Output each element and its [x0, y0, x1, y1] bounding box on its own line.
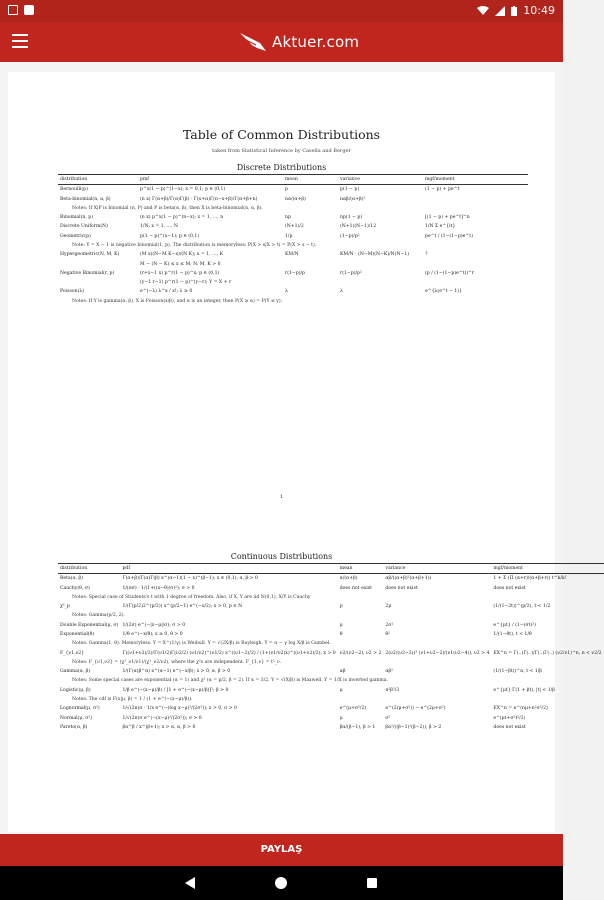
table-cell: Bernoulli(p) — [60, 187, 88, 193]
status-bar — [0, 0, 563, 22]
table-cell: Normal(μ, σ²) — [60, 715, 93, 721]
share-button[interactable]: PAYLAŞ — [0, 834, 563, 866]
table-row — [58, 649, 604, 658]
table-cell: αβ/((α+β)²(α+β+1)) — [385, 576, 432, 582]
column-header: mean — [338, 564, 384, 574]
app-bar — [0, 22, 563, 62]
column-header: variance — [338, 175, 423, 185]
table-cell: 1/(2σ) e^(−|x−μ|/σ); σ > 0 — [122, 622, 186, 628]
table-cell: nαβ/(α+β)² — [340, 196, 366, 202]
table-cell: Cauchy(θ, σ) — [60, 585, 90, 591]
table-cell: λ — [285, 289, 288, 295]
wifi-icon — [477, 6, 489, 16]
note-cell: Notes: If X|P is binomial (n, P) and P is beta(α, β), then X is beta-binomial(n, α, β). — [72, 205, 263, 211]
table-row — [58, 232, 528, 241]
table-cell: M − (N − K) ≤ x ≤ M; N, M, K > 0 — [140, 261, 221, 267]
table-cell: p(1 − p) — [340, 187, 360, 193]
table-cell: e^(2(μ+σ²)) − e^(2μ+σ²) — [385, 706, 446, 712]
table-cell: e^(−λ) λ^x / x!; λ ≥ 0 — [140, 289, 193, 295]
table-cell: Exponential(θ) — [60, 631, 95, 637]
table-cell: α/(α+β) — [339, 576, 358, 582]
table-cell: pe^t / (1−(1−p)e^t) — [425, 233, 473, 239]
table-row — [58, 222, 528, 231]
table-cell: e^{μt} / (1−(σt)²) — [493, 622, 536, 628]
table-cell — [423, 260, 528, 269]
table-row — [58, 602, 604, 611]
table-cell — [423, 278, 528, 287]
table-cell: χ²_p — [60, 604, 70, 610]
table-cell: (M x)(N−M K−x)/(N K); x = 1, …, K — [140, 252, 224, 258]
table-cell: (n x) p^x(1 − p)^(n−x); x = 1, …, n — [140, 215, 224, 221]
table-cell — [338, 278, 423, 287]
table-cell: Gamma(α, β) — [60, 669, 91, 675]
table-row — [58, 195, 528, 204]
table-cell: EX^n = Γ(..)Γ(..)/Γ(..)Γ(..) (ν2/ν1)^n, n < ν2/2 — [493, 650, 602, 656]
note-row — [58, 695, 604, 704]
table-cell: p(1 − p)^(x−1); p ∈ (0,1) — [140, 233, 200, 239]
continuous-section-title: Continuous Distributions — [230, 552, 333, 561]
table-cell: np — [285, 215, 291, 221]
table-cell: p — [285, 187, 288, 193]
note-cell: Notes: Gamma(p/2, 2). — [72, 613, 125, 619]
table-cell — [58, 278, 138, 287]
page-number: 1 — [279, 494, 284, 500]
table-cell: e^(μt+σ²t²/2) — [493, 715, 526, 721]
table-cell: θ² — [385, 631, 390, 637]
table-cell: (r+x−1 x) p^r(1 − p)^x; p ∈ (0,1) — [140, 270, 220, 276]
continuous-table — [58, 563, 604, 732]
table-row — [58, 584, 604, 593]
table-row — [58, 714, 604, 723]
table-cell: F_{ν1,ν2} — [60, 650, 85, 656]
table-row — [58, 723, 604, 732]
table-cell: σ² — [385, 715, 391, 721]
table-row — [58, 621, 604, 630]
table-cell: βα^β / x^(β+1); x > α, α, β > 0 — [122, 724, 196, 730]
table-row — [58, 287, 528, 296]
table-row — [58, 686, 604, 695]
column-header: mean — [283, 175, 338, 185]
recents-square-icon[interactable] — [367, 878, 377, 888]
table-cell: does not exist — [385, 585, 418, 591]
table-cell: π²β²/3 — [385, 687, 400, 693]
battery-icon — [511, 6, 517, 16]
hamburger-menu-icon[interactable] — [12, 34, 28, 48]
system-nav-bar — [0, 866, 563, 900]
table-row — [58, 574, 604, 584]
table-cell: (1−p)/p² — [340, 233, 360, 239]
gallery-notification-icon — [8, 5, 18, 15]
table-cell: Γ((ν1+ν2)/2)/Γ(ν1/2)Γ(ν2/2) (ν1/ν2)^(ν1/2) x^((ν1−2)/2) / (1+(ν1/ν2)x)^((ν1+ν2)/2); x > 0 — [122, 650, 336, 656]
note-cell: Notes: Some special cases are exponential (α = 1) and χ² (α = p/2, β = 2). If α = 3/2, Y = √(X/β) is Maxwell. Y = 1/X is inverted gamma. — [72, 678, 388, 684]
note-cell: Note: Y = X − 1 is negative binomial(1, p). The distribution is memoryless: P(X > s|X > t) = P(X > s − t). — [72, 242, 317, 248]
table-header-row — [58, 175, 528, 185]
table-cell: 2p — [385, 604, 392, 610]
table-cell: (p / (1−(1−p)e^t))^r — [425, 270, 475, 276]
table-cell: Beta-binomial(n, α, β) — [60, 196, 111, 202]
table-cell: 1/p — [285, 233, 293, 239]
table-cell — [58, 260, 138, 269]
table-cell — [423, 195, 528, 204]
table-cell: 1/(Γ(α)β^α) x^(α−1) e^(−x/β); x > 0, α, β > 0 — [122, 669, 231, 675]
table-cell: μ — [339, 715, 343, 721]
table-cell: p — [339, 604, 343, 610]
note-row — [58, 204, 528, 213]
table-cell: 1/√(2π)σ · 1/x e^(−(log x−μ)²/(2σ²)); x > 0, σ > 0 — [122, 706, 237, 712]
table-row — [58, 630, 604, 639]
discrete-section-title: Discrete Distributions — [236, 163, 327, 172]
app-notification-icon — [24, 5, 34, 15]
note-row — [58, 593, 604, 602]
table-cell: (y−1 r−1) p^r(1 − p)^(y−r); Y = X + r — [140, 280, 232, 286]
table-cell: Discrete Uniform(N) — [60, 224, 108, 230]
table-cell: βα/(β−1), β > 1 — [339, 724, 376, 730]
note-cell: Notes: The cdf is F(x|μ, β) = 1 / (1 + e^(−(x−μ)/β)). — [72, 696, 193, 702]
table-cell: [(1 − p) + pe^t]^n — [425, 215, 470, 221]
table-cell: 1/θ e^(−x/θ); x ≥ 0, θ > 0 — [122, 631, 183, 637]
table-cell: does not exist — [493, 585, 526, 591]
signal-icon — [495, 6, 505, 16]
table-cell: e^{μt} Γ(1 + βt), |t| < 1/β — [493, 687, 555, 693]
table-row — [58, 260, 528, 269]
table-cell: 1/β e^(−(x−μ)/β) / [1 + e^(−(x−μ)/β)]²; β > 0 — [122, 687, 229, 693]
table-cell: 1/N; x = 1, …, N — [140, 224, 179, 230]
table-cell: e^(μ+σ²/2) — [339, 706, 367, 712]
table-cell: Γ(α+β)/Γ(α)Γ(β) x^(α−1)(1 − x)^(β−1); x ∈ (0,1), α, β > 0 — [122, 576, 258, 582]
table-cell: αβ — [339, 669, 346, 675]
table-cell: θ — [339, 631, 343, 637]
home-circle-icon[interactable] — [275, 877, 287, 889]
table-cell — [338, 260, 423, 269]
table-cell: ? — [425, 252, 428, 258]
table-cell: EX^n = e^(nμ+n²σ²/2) — [493, 706, 548, 712]
table-cell: βα²/((β−1)²(β−2)), β > 2 — [385, 724, 442, 730]
column-header: distribution — [58, 175, 138, 185]
table-cell: (1 − p) + pe^t — [425, 187, 460, 193]
table-row — [58, 704, 604, 713]
table-cell: p^x(1 − p)^(1−x); x = 0,1; p ∈ (0,1) — [140, 187, 226, 193]
doc-title: Table of Common Distributions — [182, 127, 381, 142]
table-cell: nα/(α+β) — [285, 196, 306, 202]
note-cell: Notes: Gamma(1, θ). Memoryless. Y = X^(1/γ) is Weibull. Y = √(2X/β) is Rayleigh. Y = α − γ log X/β is Gumbel. — [72, 641, 331, 647]
column-header: pmf — [138, 175, 283, 185]
table-cell: 1/(Γ(p/2)2^(p/2)) x^(p/2−1) e^(−x/2); x > 0, p ∈ N — [122, 604, 243, 610]
table-cell: (N+1)/2 — [285, 224, 304, 230]
table-cell: 2(ν2/(ν2−2))² (ν1+ν2−2)/(ν1(ν2−4)), ν2 > 4 — [385, 650, 490, 656]
table-cell: μ — [339, 687, 343, 693]
doc-subtitle: taken from Statistical Inference by Casella and Berger — [212, 148, 351, 154]
note-row — [58, 658, 604, 667]
note-cell: Notes: F_{ν1,ν2} = (χ²_ν1/ν1)/(χ²_ν2/ν2), where the χ²s are independent. F_{1,ν} = t²_ν. — [72, 659, 282, 665]
table-cell: KM/N · (N−M)(N−K)/N(N−1) — [340, 252, 410, 258]
table-cell: Poisson(λ) — [60, 289, 85, 295]
table-cell: (N+1)(N−1)/12 — [340, 224, 377, 230]
table-cell: Binomial(n, p) — [60, 215, 94, 221]
note-row — [58, 611, 604, 620]
table-cell: (n x) Γ(α+β)/Γ(α)Γ(β) · Γ(x+α)Γ(n−x+β)/Γ(α+β+n) — [140, 196, 258, 202]
table-row — [58, 213, 528, 222]
table-cell: does not exist — [493, 724, 526, 730]
brand — [238, 31, 359, 53]
table-cell: Pareto(α, β) — [60, 724, 88, 730]
column-header: variance — [383, 564, 491, 574]
status-time: 10:49 — [523, 4, 555, 17]
table-row — [58, 667, 604, 676]
table-cell: KM/N — [285, 252, 299, 258]
discrete-table — [58, 174, 528, 306]
column-header: mgf/moment — [423, 175, 528, 185]
note-row — [58, 297, 528, 306]
table-cell: αβ² — [385, 669, 393, 675]
table-cell: 1 + Σ (Π (α+r)/(α+β+r)) t^k/k! — [493, 576, 567, 582]
table-cell: 1/(πσ) · 1/(1+((x−θ)/σ)²); σ > 0 — [122, 585, 195, 591]
table-cell: 2σ² — [385, 622, 394, 628]
table-cell: (1/(1−2t))^(p/2), t < 1/2 — [493, 604, 551, 610]
table-cell: Hypergeometric(N, M, K) — [60, 252, 120, 258]
table-row — [58, 278, 528, 287]
table-row — [58, 269, 528, 278]
table-row — [58, 185, 528, 195]
table-cell: Geometric(p) — [60, 233, 91, 239]
table-cell: 1/N Σ e^{it} — [425, 224, 456, 230]
column-header: distribution — [58, 564, 120, 574]
document-page — [8, 72, 602, 832]
note-row — [58, 639, 604, 648]
table-cell: μ — [339, 622, 343, 628]
column-header: mgf/moment — [491, 564, 603, 574]
note-row — [58, 241, 528, 250]
document-viewer[interactable] — [0, 62, 602, 834]
table-cell: r(1−p)/p² — [340, 270, 362, 276]
table-cell: Negative Binomial(r, p) — [60, 270, 115, 276]
back-triangle-icon[interactable] — [185, 877, 195, 889]
note-cell: Notes: If Y is gamma(α, β), X is Poisson(x/β), and α is an integer, then P(X ≥ α) = P(Y ≤ y). — [72, 298, 283, 304]
table-row — [58, 250, 528, 259]
table-cell: 1/√(2π)σ e^(−(x−μ)²/(2σ²)); σ > 0 — [122, 715, 202, 721]
table-cell: Lognormal(μ, σ²) — [60, 706, 100, 712]
table-cell: (1/(1−βt))^α, t < 1/β — [493, 669, 542, 675]
table-cell — [283, 278, 338, 287]
table-cell: 1/(1−θt), t < 1/θ — [493, 631, 532, 637]
table-cell: ν2/(ν2−2), ν2 > 2 — [339, 650, 382, 656]
app-title: Aktuer.com — [272, 33, 360, 51]
table-cell: e^{λ(e^t − 1)} — [425, 289, 463, 295]
table-cell: r(1−p)/p — [285, 270, 305, 276]
column-header: pdf — [120, 564, 337, 574]
table-cell: λ — [340, 289, 343, 295]
table-cell: Logistic(μ, β) — [60, 687, 91, 693]
table-cell: Beta(α, β) — [60, 576, 83, 582]
table-cell: does not exist — [339, 585, 372, 591]
table-cell: np(1 − p) — [340, 215, 363, 221]
note-cell: Notes: Special case of Students's t with 1 degree of freedom. Also, if X, Y are iid N(0,1), X/Y is Cauchy — [72, 594, 311, 600]
table-cell: Double Exponential(μ, σ) — [60, 622, 119, 628]
table-cell — [283, 260, 338, 269]
wing-logo-icon — [238, 31, 268, 53]
table-header-row — [58, 564, 604, 574]
note-row — [58, 676, 604, 685]
